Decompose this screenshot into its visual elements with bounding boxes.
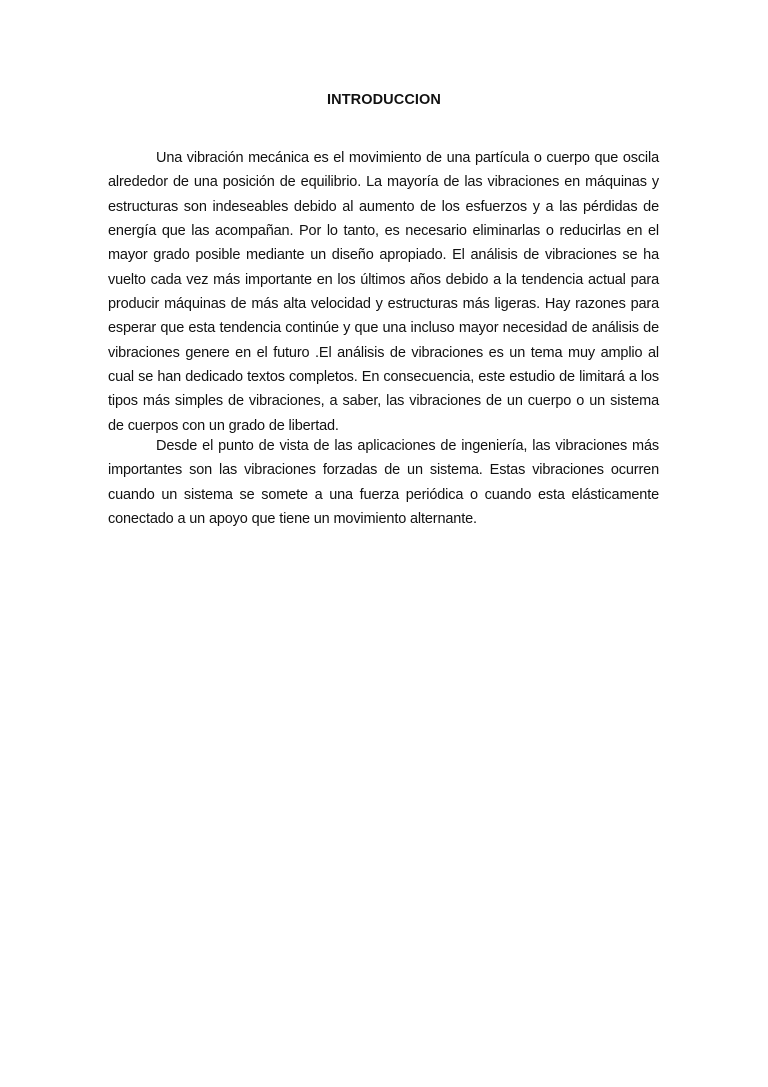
paragraph-vibracion-mecanica: Una vibración mecánica es el movimiento de una partícula o cuerpo que oscila alrededor de una posición de equilibrio. La mayoría de las vibraciones en máquinas y estructuras son indeseables debido al aumento de los esfuerzos y a las pérdidas de energía que las acompañan. Por lo tanto, es necesario eliminarlas o reducirlas en el mayor grado posible mediante un diseño apropiado. El análisis de vibraciones se ha vuelto cada vez más importante en los últimos años debido a la tendencia actual para producir máquinas de más alta velocidad y estructuras más ligeras. Hay razones para esperar que esta tendencia continúe y que una incluso mayor necesidad de análisis de vibraciones genere en el futuro .El análisis de vibraciones es un tema muy amplio al cual se han dedicado textos completos. En consecuencia, este estudio de limitará a los tipos más simples de vibraciones, a saber, las vibraciones de un cuerpo o un sistema de cuerpos con un grado de libertad. xyxy=(108,150,659,434)
paragraph-aplicaciones-ingenieria: Desde el punto de vista de las aplicaciones de ingeniería, las vibraciones más importantes son las vibraciones forzadas de un sistema. Estas vibraciones ocurren cuando un sistema se somete a una fuerza periódica o cuando esta elásticamente conectado a un apoyo que tiene un movimiento alternante. xyxy=(108,438,659,528)
page-title: INTRODUCCION xyxy=(327,92,441,108)
